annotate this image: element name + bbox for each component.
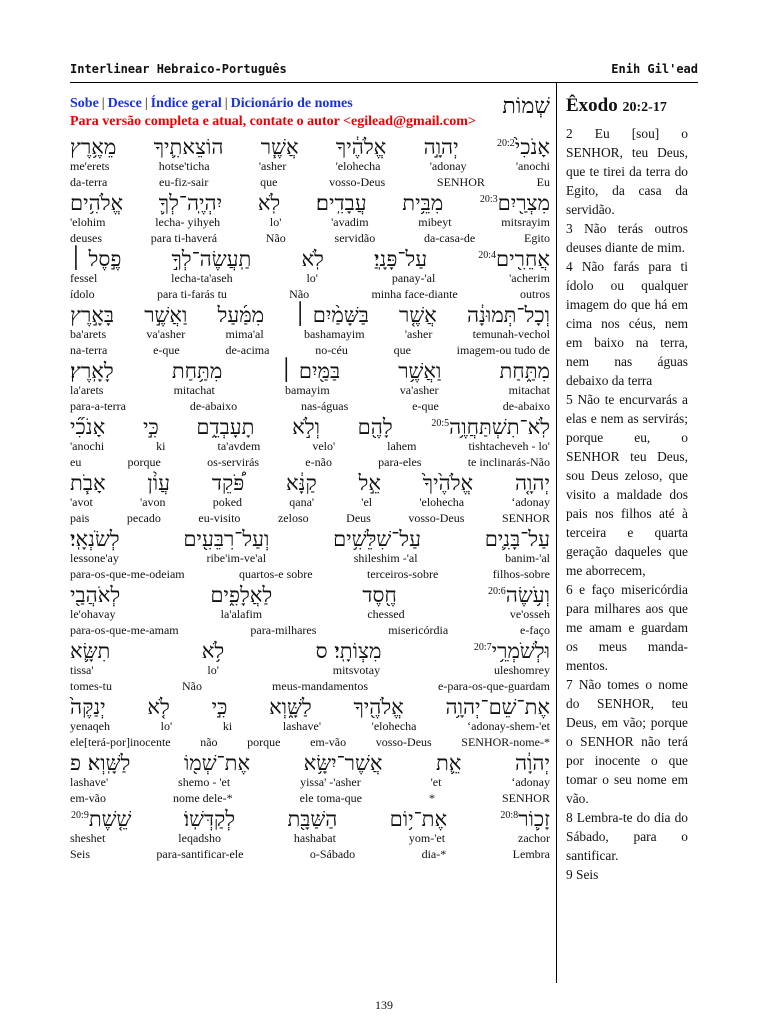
hebrew-row [70,582,550,608]
verse-list [566,124,688,884]
hebrew-word: לָאָֽרֶץ׃ [70,359,114,383]
portuguese-word: e-não [305,455,332,469]
transliteration-word: 'avadim [331,215,369,229]
transliteration-word: bashamayim [303,327,365,341]
hebrew-word: חֶ֖סֶד [362,583,397,607]
portuguese-word: te inclinarás-Não [467,455,550,469]
portuguese-word: minha face-diante [371,287,458,301]
transliteration-word: tissa' [70,663,94,677]
transliteration-word: uleshomrey [493,663,550,677]
portuguese-row [70,846,550,862]
hebrew-word: וַאֲשֶׁ֥ר [398,359,442,383]
transliteration-word: 'elohecha [371,719,417,733]
portuguese-word: e-que [153,343,180,357]
transliteration-word: lo' [306,271,318,285]
transliteration-word: chessed [367,607,405,621]
hebrew-word: בַּשָּׁמַ֨יִם ׀ [294,303,369,327]
transliteration-word: lecha- yihyeh [155,215,221,229]
portuguese-row [70,230,550,246]
portuguese-word: que [260,175,278,189]
header-rule [70,82,698,83]
hebrew-word: וּלְשֹׁמְרֵ֥י [491,639,550,663]
author-notice[interactable]: Para versão completa e atual, contate o autor <egilead@gmail.com> [70,114,476,129]
hebrew-word: עַל־פָּנָֽיַ׃ [374,247,428,271]
hebrew-word: אֶת־י֥וֹם [389,807,448,831]
interlinear-line [70,582,550,638]
verse-number: 20:3 [479,194,498,205]
portuguese-word: * [428,791,435,805]
transliteration-word: 'anochi [515,159,550,173]
hebrew-word: לֹֽא־תִשְׁתַּחֲוֶ֥ה [449,415,550,439]
hebrew-word: מִתַּ֥חַת [171,359,223,383]
transliteration-word: bamayim [285,383,330,397]
portuguese-word: de-acima [225,343,270,357]
transliteration-word: 'anochi [70,439,105,453]
transliteration-word: lo' [207,663,219,677]
hebrew-word: לֹ֤א [147,695,170,719]
hebrew-word: אֲחֵרִ֖ים [496,247,550,271]
transliteration-word: yissa' -'asher [300,775,361,789]
transliteration-word: me'erets [70,159,110,173]
hebrew-word: אֱלֹהֶ֔יךָ [335,135,387,159]
transliteration-word: shemo - 'et [178,775,231,789]
hebrew-word: אֲשֶׁ֧ר [260,135,299,159]
portuguese-word: Lembra [512,847,550,861]
book-hebrew-title: שְׁמוֹת [502,94,550,119]
hebrew-word: עֲוֹ֨ן [147,471,171,495]
hebrew-word: יְהוָ֤ה [514,471,550,495]
hebrew-row [70,302,550,328]
portuguese-word: Não [265,231,286,245]
portuguese-word: imagem-ou tudo de [456,343,550,357]
hebrew-word: לַשָּׁ֑וְא [269,695,312,719]
transliteration-word: 'adonay [429,159,467,173]
hebrew-row [70,526,550,552]
transliteration-word: 'asher [258,159,287,173]
nav-up-link[interactable]: Sobe [70,96,99,111]
transliteration-word: yenaqeh [70,719,110,733]
portuguese-word: SENHOR-nome-* [461,735,550,749]
hebrew-word: תַֽעֲשֶׂה־לְךָ֣ [171,247,252,271]
running-author: Enih Gil'ead [611,62,698,76]
hebrew-word: תִשָּׂ֛א [70,639,111,663]
portuguese-word: e-para-os-que-guardam [438,679,550,693]
portuguese-word: de-abaixo [502,399,550,413]
hebrew-word: עֲבָדִֽים׃ [315,191,367,215]
transliteration-word: ‘adonay-shem-'et [467,719,550,733]
translation-verse: 9 Seis [566,867,599,882]
transliteration-word: va'asher [399,383,439,397]
portuguese-word: misericórdia [388,623,449,637]
transliteration-word: 'avon [140,495,166,509]
hebrew-row [70,806,550,832]
portuguese-row [70,790,550,806]
hebrew-row [70,134,550,160]
hebrew-word: יִהְיֶֽה־לְךָ֛ [158,191,223,215]
portuguese-word: ele[terá-por]inocente [70,735,171,749]
hebrew-word: תָעָבְדֵ֑ם [196,415,255,439]
portuguese-word: pais [70,511,90,525]
interlinear-line [70,750,550,806]
transliteration-word: ribe'im-ve'al [206,551,267,565]
translation-column [566,96,688,884]
transliteration-word: lo' [160,719,173,733]
hebrew-word: מִצְרַ֖יִם [497,191,550,215]
portuguese-word: e-faço [520,623,550,637]
portuguese-word: SENHOR [501,791,550,805]
transliteration-word: banim-'al [505,551,550,565]
interlinear-lines [70,134,550,862]
portuguese-word: porque [247,735,281,749]
transliteration-word: sheshet [70,831,106,845]
portuguese-row [70,510,550,526]
transliteration-word: leqadsho [178,831,221,845]
transliteration-word: lashave' [70,775,109,789]
hebrew-row [70,358,550,384]
portuguese-row [70,342,550,358]
transliteration-word: lessone'ay [70,551,119,565]
transliteration-word: shileshim -'al [353,551,418,565]
transliteration-row [70,160,550,174]
portuguese-word: porque [127,455,161,469]
interlinear-line [70,246,550,302]
translation-verse: 5 Não te encurvarás a elas e nem as servirás; porque eu, o SENHOR teu Deus, sou Deus zeloso, que visito a maldade dos pais nos filhos até à terceira e quarta geração daqueles que me aborrecem, [566,392,688,578]
book-name: Êxodo [566,95,618,116]
interlinear-line [70,526,550,582]
portuguese-word: para-a-terra [70,399,126,413]
portuguese-row [70,622,550,638]
transliteration-row [70,832,550,846]
transliteration-word: mitachat [508,383,550,397]
hebrew-word: מִתַּ֑חַת [499,359,550,383]
interlinear-line [70,302,550,358]
transliteration-word: va'asher [146,327,186,341]
interlinear-line [70,470,550,526]
hebrew-row [70,246,550,272]
nav-names-link[interactable]: Dicionário de nomes [230,96,353,111]
portuguese-word: para ti-haverá [150,231,218,245]
portuguese-row [70,678,550,694]
interlinear-line [70,190,550,246]
transliteration-word: poked [212,495,243,509]
hebrew-word: מִצְוֹתָֽי׃ ס [315,639,382,663]
transliteration-word: ta'avdem [217,439,261,453]
portuguese-row [70,286,550,302]
hebrew-word: אֲשֶׁ֤ר [399,303,437,327]
nav-down-link[interactable]: Desce [107,96,142,111]
translation-verse: 6 e faço misericórdia para milhares aos que me amam e guardam os meus manda-mentos. [566,582,688,673]
transliteration-row [70,608,550,622]
portuguese-word: Não [182,679,203,693]
portuguese-word: Seis [70,847,91,861]
hebrew-word: כִּ֣י [142,415,159,439]
interlinear-column [70,96,550,862]
transliteration-row [70,664,550,678]
portuguese-row [70,174,550,190]
verse-number: 20:4 [478,250,497,261]
portuguese-word: vosso-Deus [375,735,432,749]
portuguese-word: em-vão [70,791,106,805]
transliteration-word: lecha-ta'aseh [171,271,233,285]
transliteration-word: temunah-vechol [472,327,550,341]
portuguese-word: quartos-e sobre [238,567,313,581]
hebrew-word: לַשָּֽׁוְא׃ פ [70,751,131,775]
portuguese-word: os-servirás [207,455,260,469]
transliteration-word: hashabat [293,831,336,845]
hebrew-word: לֹֽא [301,247,324,271]
hebrew-row [70,414,550,440]
portuguese-word: para-milhares [250,623,317,637]
transliteration-word: la'arets [70,383,104,397]
verse-number: 20:5 [431,418,450,429]
portuguese-word: no-céu [315,343,348,357]
hebrew-word: אֱלֹהֶ֙יךָ֙ [422,471,474,495]
hebrew-word: לְאֹהֲבַ֖י [70,583,121,607]
transliteration-row [70,552,550,566]
transliteration-word: tishtacheveh - lo' [468,439,550,453]
hebrew-row [70,694,550,720]
hebrew-word: וְעֹ֥שֶׂה [505,583,550,607]
transliteration-word: mitsrayim [501,215,550,229]
portuguese-word: para-os-que-me-odeiam [70,567,185,581]
portuguese-word: para-os-que-me-amam [70,623,179,637]
verse-number: 20:9 [71,810,89,821]
transliteration-word: ki [156,439,166,453]
transliteration-word: lahem [387,439,417,453]
transliteration-word: mima'al [225,327,264,341]
transliteration-row [70,328,550,342]
transliteration-row [70,776,550,790]
transliteration-word: velo' [312,439,336,453]
hebrew-word: וַאֲשֶׁ֣ר [144,303,188,327]
portuguese-row [70,398,550,414]
portuguese-word: e-que [412,399,439,413]
portuguese-word: eu [70,455,82,469]
hebrew-word: יְהוָ֔ה [514,751,550,775]
hebrew-word: מֵאֶ֥רֶץ [70,135,117,159]
hebrew-word: אֵ֣ל [358,471,381,495]
portuguese-word: para ti-farás tu [156,287,227,301]
interlinear-line [70,358,550,414]
verse-number: 20:2 [497,138,515,149]
portuguese-word: nome dele-* [172,791,233,805]
hebrew-word: אָבֹ֧ת [70,471,106,495]
transliteration-row [70,384,550,398]
hebrew-row [70,638,550,664]
hebrew-word: זָכ֛וֹר [518,807,550,831]
portuguese-word: de-abaixo [189,399,238,413]
transliteration-word: lo' [269,215,282,229]
interlinear-line [70,134,550,190]
transliteration-word: 'el [361,495,373,509]
transliteration-word: yom-'et [408,831,446,845]
column-divider [556,83,557,983]
portuguese-word: na-terra [70,343,108,357]
transliteration-row [70,720,550,734]
hebrew-word: פֶ֣סֶל ׀ [70,247,122,271]
page-number: 139 [375,998,393,1012]
hebrew-word: הַשַּׁבָּ֖ת [287,807,338,831]
hebrew-word: עַל־שִׁלֵּשִׁ֥ים [333,527,421,551]
transliteration-word: ‘adonay [511,495,550,509]
hebrew-word: מִמַּ֜עַל [217,303,265,327]
portuguese-word: da-terra [70,175,108,189]
hebrew-word: בָּאָ֣רֶץ [70,303,115,327]
portuguese-word: nas-águas [300,399,349,413]
hebrew-row [70,190,550,216]
hebrew-word: לֹֽא [257,191,281,215]
portuguese-word: eu-visito [198,511,241,525]
hebrew-word: אֱלֹהִ֥ים [70,191,124,215]
translation-verse: 4 Não farás para ti ídolo ou qualquer imagem do que há em cima nos céus, nem em baixo na terra, nem nas águas debaixo da terra [566,259,688,388]
portuguese-word: para-eles [378,455,422,469]
interlinear-line [70,638,550,694]
hebrew-word: אֱלֹהֶ֖יךָ [353,695,404,719]
transliteration-row [70,216,550,230]
portuguese-word: deuses [70,231,102,245]
portuguese-word: SENHOR [436,175,485,189]
transliteration-row [70,272,550,286]
running-title: Interlinear Hebraico-Português [70,62,287,76]
portuguese-word: Eu [536,175,550,189]
hebrew-word: וְכָל־תְּמוּנָ֔ה [466,303,550,327]
portuguese-word: terceiros-sobre [367,567,439,581]
verse-number: 20:6 [488,586,506,597]
portuguese-word: filhos-sobre [492,567,550,581]
hebrew-word: הוֹצֵאתִ֛יךָ [153,135,224,159]
transliteration-word: fessel [70,271,98,285]
portuguese-word: que [393,343,411,357]
portuguese-row [70,454,550,470]
hebrew-word: יְהוָ֣ה [423,135,459,159]
interlinear-line [70,414,550,470]
portuguese-word: não [200,735,218,749]
portuguese-word: o-Sábado [309,847,356,861]
portuguese-word: eu-fiz-sair [159,175,209,189]
hebrew-word: לַאֲלָפִ֑ים [210,583,273,607]
portuguese-word: pecado [126,511,161,525]
transliteration-word: 'elohim [70,215,106,229]
transliteration-word: 'elohecha [335,159,381,173]
portuguese-row [70,734,550,750]
hebrew-row [70,750,550,776]
transliteration-word: mitsvotay [332,663,381,677]
translation-verse: 3 Não terás outros deuses diante de mim. [566,221,688,255]
portuguese-word: meus-mandamentos [272,679,369,693]
transliteration-word: panay-'al [391,271,436,285]
transliteration-word: zachor [518,831,550,845]
hebrew-word: לֹ֥א [201,639,225,663]
nav-bar: Sobe | Desce | Índice geral | Dicionário de nomes [70,96,353,111]
hebrew-word: עַל־בָּנִ֛ים [484,527,550,551]
hebrew-word: מִבֵּ֥ית [402,191,444,215]
hebrew-word: אָנֹכִי֙ [514,135,550,159]
portuguese-word: zeloso [277,511,309,525]
hebrew-word: קַנָּ֔א [286,471,317,495]
hebrew-word: לָהֶ֖ם [357,415,393,439]
verse-number: 20:7 [473,642,492,653]
transliteration-word: ‘adonay [511,775,550,789]
portuguese-word: ele toma-que [299,791,362,805]
nav-index-link[interactable]: Índice geral [150,96,222,111]
hebrew-word: לְקַדְּשֽׁוֹ׃ [183,807,236,831]
transliteration-word: 'asher [404,327,433,341]
hebrew-word: שֵׁ֤שֶׁת [88,807,132,831]
portuguese-word: vosso-Deus [408,511,465,525]
interlinear-line [70,806,550,862]
hebrew-word: אָנֹכִ֞י [70,415,106,439]
portuguese-word: Deus [346,511,371,525]
hebrew-word: אֵ֛ת [435,751,462,775]
transliteration-word: hotse'ticha [158,159,210,173]
hebrew-word: אֶת־שֵׁם־יְהוָ֥ה [445,695,550,719]
transliteration-word: ba'arets [70,327,107,341]
hebrew-word: אֲשֶׁר־יִשָּׂ֥א [303,751,383,775]
portuguese-word: Egito [524,231,550,245]
portuguese-word: outros [520,287,550,301]
translation-verse: 8 Lembra-te do dia do Sábado, para o santificar. [566,810,688,863]
hebrew-word: לְשֹׂנְאָֽי׃ [70,527,120,551]
transliteration-word: 'avot [70,495,93,509]
transliteration-word: le'ohavay [70,607,116,621]
transliteration-word: lashave' [282,719,321,733]
transliteration-word: mibeyt [418,215,452,229]
passage-ref: 20:2-17 [622,100,667,115]
portuguese-word: servidão [334,231,376,245]
portuguese-word: ídolo [70,287,95,301]
transliteration-word: qana' [289,495,315,509]
portuguese-word: Não [289,287,310,301]
portuguese-row [70,566,550,582]
portuguese-word: em-vão [310,735,347,749]
hebrew-word: פֹּ֠קֵד [211,471,245,495]
verse-number: 20:8 [500,810,519,821]
hebrew-word: בַּמַּ֖יִם ׀ [280,359,341,383]
transliteration-word: mitachat [173,383,215,397]
transliteration-word: ki [222,719,233,733]
transliteration-row [70,496,550,510]
translation-verse: 7 Não tomes o nome do SENHOR, teu Deus, em vão; porque o SENHOR não terá por inocente o que tomar o seu nome em vão. [566,677,688,806]
transliteration-word: ve'osseh [509,607,550,621]
transliteration-word: 'elohecha [419,495,465,509]
portuguese-word: da-casa-de [423,231,476,245]
hebrew-word: אֶת־שְׁמ֖וֹ [183,751,251,775]
hebrew-word: וְלֹ֣א [292,415,320,439]
hebrew-word: כִּ֣י [211,695,228,719]
portuguese-word: SENHOR [501,511,550,525]
portuguese-word: para-santificar-ele [156,847,244,861]
portuguese-word: tomes-tu [70,679,112,693]
transliteration-word: 'acherim [509,271,550,285]
passage-title [566,96,688,124]
transliteration-word: 'et [430,775,442,789]
transliteration-row [70,440,550,454]
hebrew-word: וְעַל־רִבֵּעִ֖ים [183,527,270,551]
translation-verse: 2 Eu [sou] o SENHOR, teu Deus, que te tirei da terra do Egito, da casa da servidão. [566,126,688,217]
portuguese-word: dia-* [421,847,447,861]
hebrew-word: יְנַקֶּה֙ [70,695,106,719]
portuguese-word: vosso-Deus [329,175,386,189]
interlinear-line [70,694,550,750]
transliteration-word: la'alafim [220,607,263,621]
hebrew-row [70,470,550,496]
